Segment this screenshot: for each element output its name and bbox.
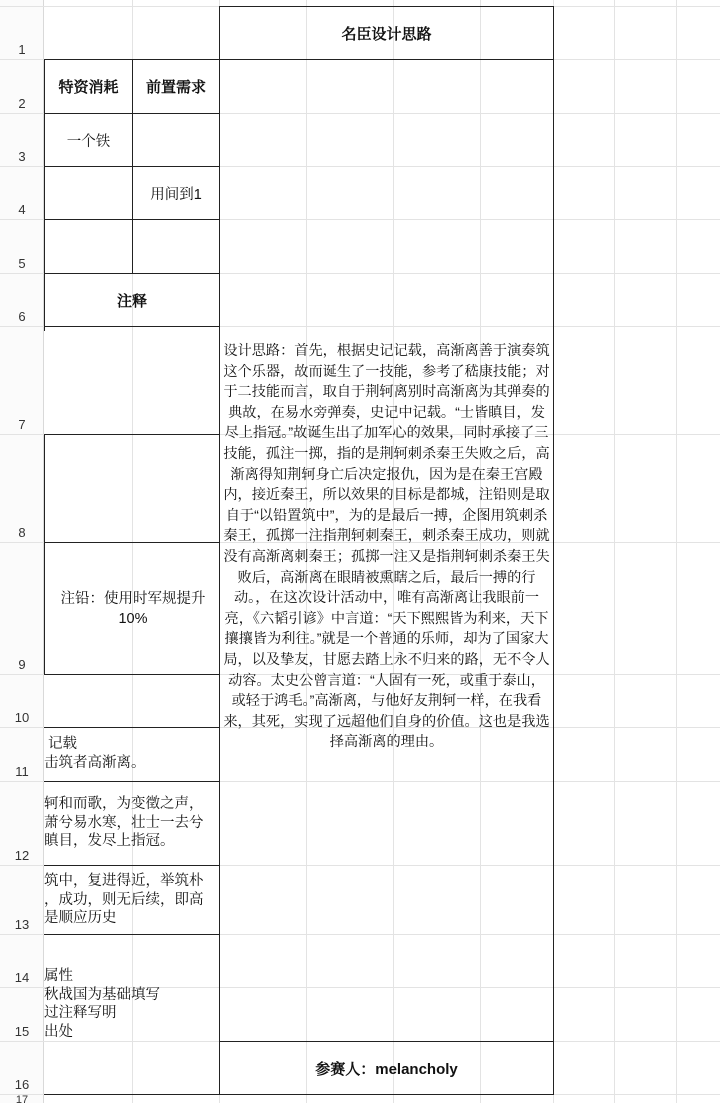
row-number[interactable]: 17: [15, 1094, 29, 1106]
row-number[interactable]: 13: [14, 917, 30, 932]
row-number[interactable]: 11: [15, 764, 29, 779]
design-header[interactable]: 名臣设计思路: [341, 25, 432, 43]
row-number[interactable]: 12: [14, 848, 30, 863]
prereq-cell[interactable]: 用间到1: [150, 186, 202, 203]
consume-cell[interactable]: 一个铁: [66, 133, 111, 150]
row-number[interactable]: 8: [18, 525, 26, 540]
consume-header[interactable]: 特资消耗: [58, 79, 119, 96]
row-number[interactable]: 14: [14, 970, 30, 985]
row-number[interactable]: 16: [14, 1077, 30, 1092]
row-number[interactable]: 6: [18, 309, 26, 324]
row-number[interactable]: 2: [18, 96, 26, 111]
note-cell[interactable]: 注铅：使用时军规提升10%: [60, 590, 206, 627]
row-number[interactable]: 9: [18, 657, 26, 672]
left-cell-row13[interactable]: 筑中，复进得近，举筑朴 ，成功，则无后续，即高 是顺应历史: [44, 873, 204, 926]
row-number[interactable]: 5: [18, 256, 26, 271]
design-text[interactable]: 设计思路：首先，根据史记记载，高渐离善于演奏筑这个乐器，故而诞生了一技能，参考了嵇康技能；对于二技能而言，取自于荆轲离别时高渐离为其弹奏的典故，在易水旁弹奏，史记中记载。“士皆瞋目，发尽上指冠。”故诞生出了加军心的效果，同时承接了三技能，孤注一掷，指的是荆轲刺杀秦王失败之后，高渐离得知荆轲身亡后决定报仇，因为是在秦王宫殿内，接近秦王，所以效果的目标是都城，注铅则是取自于“以铅置筑中”，为的是最后一搏，企图用筑刺杀秦王，孤掷一注指荆轲刺秦王，刺杀秦王成功，则就没有高渐离刺秦王；孤掷一注又是指荆轲刺杀秦王失败后，高渐离在眼睛被熏瞎之后，最后一搏的行动。，在这次设计活动中，唯有高渐离让我眼前一亮，《六韬引谚》中言道：“天下熙熙皆为利来，天下攘攘皆为利往。”就是一个普通的乐师，却为了国家大局，以及挚友，甘愿去踏上永不归来的路，无不令人动容。太史公曾言道：“人固有一死，或重于泰山，或轻于鸿毛。”高渐离，与他好友荆轲一样，在我看来，其死，实现了远超他们自身的价值。这也是我选择高渐离的理由。: [223, 343, 550, 751]
left-cell-row11[interactable]: 记载 击筑者高渐离。: [44, 736, 146, 771]
row-number[interactable]: 15: [14, 1024, 30, 1039]
row-number[interactable]: 7: [18, 417, 26, 432]
participant-cell[interactable]: 参赛人：melancholy: [315, 1060, 458, 1078]
prereq-header[interactable]: 前置需求: [145, 79, 206, 96]
left-cell-row14[interactable]: 属性 秋战国为基础填写 过注释写明 出处: [44, 968, 160, 1040]
row-number[interactable]: 4: [18, 202, 26, 217]
row-number[interactable]: 1: [18, 42, 26, 57]
row-number[interactable]: 10: [14, 710, 30, 725]
left-cell-row12[interactable]: 轲和而歌，为变徵之声， 萧兮易水寒，壮士一去兮 瞋目，发尽上指冠。: [44, 796, 204, 849]
notes-header[interactable]: 注释: [116, 292, 147, 310]
row-number[interactable]: 3: [18, 149, 26, 164]
